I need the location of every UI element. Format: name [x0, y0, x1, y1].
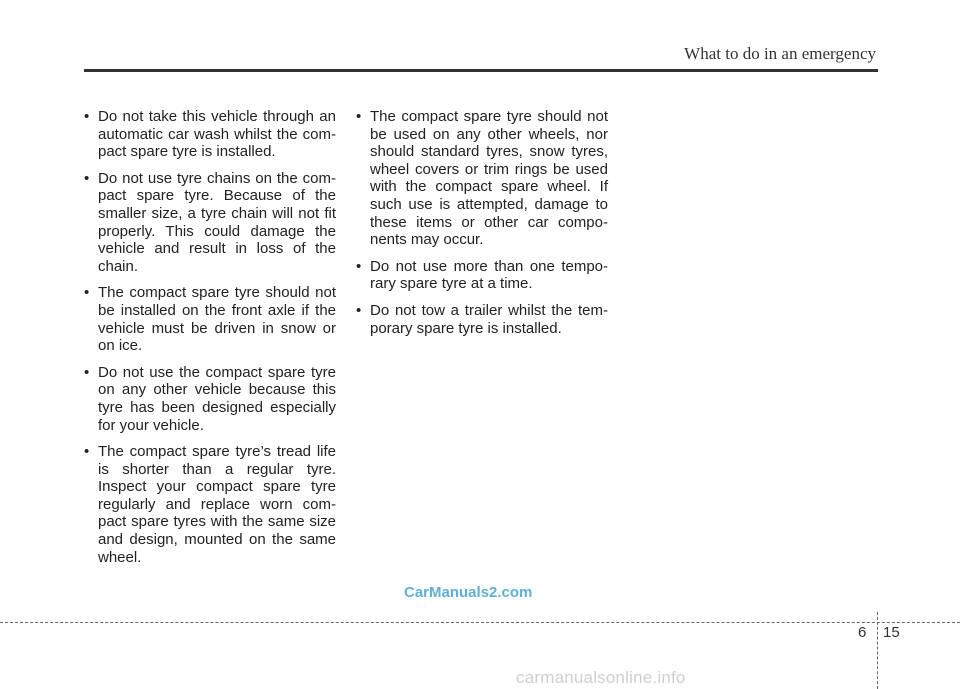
bullet-icon: • [84, 108, 90, 125]
bullet-icon: • [84, 284, 90, 302]
list-item: • Do not use tyre chains on the com-pact spare tyre. Because of the smaller size, a tyre chain will not fit properly. This could damage the vehicle and result in loss of the chain. [84, 169, 336, 275]
list-item: • Do not take this vehicle through an automatic car wash whilst the com-pact spare tyre is installed. [84, 108, 336, 161]
right-column [356, 108, 608, 346]
chapter-number: 6 [858, 624, 867, 641]
list-item: • Do not tow a trailer whilst the tem-porary spare tyre is installed. [356, 301, 608, 337]
bullet-icon: • [356, 108, 362, 125]
warning-list-right [356, 108, 608, 337]
footer-divider [0, 622, 960, 623]
page-number-divider [877, 612, 878, 689]
page-number: 15 [883, 624, 900, 641]
bullet-icon: • [84, 363, 90, 381]
list-item: • The compact spare tyre’s tread life is shorter than a regular tyre. Inspect your compact spare tyre regularly and replace worn com-pact spare tyres with the same size and design, mounted on the same wheel. [84, 443, 336, 566]
bullet-icon: • [356, 257, 362, 275]
list-item: • Do not use more than one tempo-rary spare tyre at a time. [356, 257, 608, 293]
section-title: What to do in an emergency [684, 44, 876, 63]
warning-list-left [84, 108, 336, 566]
footer-site-link[interactable]: carmanualsonline.info [516, 668, 686, 687]
left-column [84, 108, 336, 575]
list-item: • The compact spare tyre should not be installed on the front axle if the vehicle must be driven in snow or on ice. [84, 284, 336, 355]
bullet-icon: • [356, 301, 362, 319]
watermark-link[interactable]: CarManuals2.com [404, 584, 533, 601]
list-item: • Do not use the compact spare tyre on any other vehicle because this tyre has been designed especially for your vehicle. [84, 363, 336, 434]
list-item: • The compact spare tyre should not be used on any other wheels, nor should standard tyres, snow tyres, wheel covers or trim rings be used with the compact spare wheel. If such use is attempted, damage to these items or other car compo-nents may occur. [356, 108, 608, 249]
header-rule [84, 69, 878, 72]
bullet-icon: • [84, 443, 90, 461]
bullet-icon: • [84, 169, 90, 187]
